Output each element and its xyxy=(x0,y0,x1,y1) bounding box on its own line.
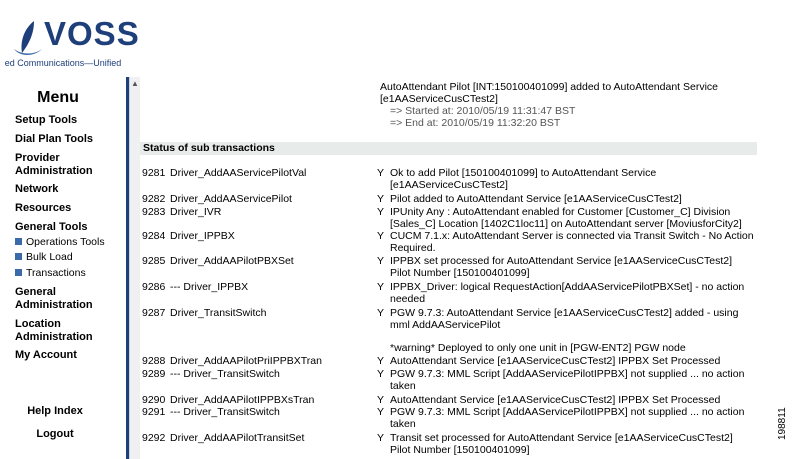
row-name: --- Driver_TransitSwitch xyxy=(170,368,280,380)
voss-logo xyxy=(0,8,140,68)
row-name: Driver_IPPBX xyxy=(170,230,235,242)
row-status: Y xyxy=(377,193,385,205)
menu-title: Menu xyxy=(37,89,79,106)
summary-line: AutoAttendant Pilot [INT:150100401099] added to AutoAttendant Service [e1AAServiceCusCTest2] xyxy=(380,81,718,105)
row-message: PGW 9.7.3: AutoAttendant Service [e1AAServiceCusCTest2] added - using mml AddAAServicePilot xyxy=(390,307,739,331)
row-status: Y xyxy=(377,394,385,406)
row-status: Y xyxy=(377,432,385,444)
row-message: IPPBX_Driver: logical RequestAction[AddAAServicePilotPBXSet] - no action needed xyxy=(390,281,745,305)
nav-setup-tools[interactable]: Setup Tools xyxy=(15,114,78,126)
started-at: => Started at: 2010/05/19 11:31:47 BST xyxy=(390,105,576,117)
row-status: Y xyxy=(377,406,385,418)
row-message: PGW 9.7.3: MML Script [AddAAServicePilotIPPBX] not supplied ... no action taken xyxy=(390,368,745,392)
row-status: Y xyxy=(377,368,385,380)
row-message: AutoAttendant Service [e1AAServiceCusCTest2] IPPBX Set Processed xyxy=(390,394,721,406)
row-id: 9292 xyxy=(142,432,166,444)
nav-dial-plan-tools[interactable]: Dial Plan Tools xyxy=(15,133,94,145)
nav-resources[interactable]: Resources xyxy=(15,202,72,214)
row-id: 9283 xyxy=(142,206,166,218)
row-message: AutoAttendant Service [e1AAServiceCusCTest2] IPPBX Set Processed xyxy=(390,355,721,367)
row-name: Driver_AddAAServicePilot xyxy=(170,193,292,205)
ended-at: => End at: 2010/05/19 11:32:20 BST xyxy=(390,117,561,129)
sail-logo-icon xyxy=(14,19,42,57)
nav-my-account[interactable]: My Account xyxy=(15,349,77,361)
nav-general-tools[interactable]: General Tools xyxy=(15,221,88,233)
row-status: Y xyxy=(377,355,385,367)
row-id: 9285 xyxy=(142,255,166,267)
row-message: Transit set processed for AutoAttendant Service [e1AAServiceCusCTest2] Pilot Number [150100401099] xyxy=(390,432,733,456)
square-bullet-icon xyxy=(15,269,22,276)
nav-bulk-load[interactable] xyxy=(15,251,73,264)
row-id: 9289 xyxy=(142,368,166,380)
figure-number: 198811 xyxy=(777,407,788,440)
row-name: Driver_AddAAPilotTransitSet xyxy=(170,432,305,444)
help-index-link[interactable]: Help Index xyxy=(27,405,83,417)
row-id: 9287 xyxy=(142,307,166,319)
row-id: 9290 xyxy=(142,394,166,406)
sidebar xyxy=(0,0,140,459)
logo-tagline: ed Communications—Unified xyxy=(4,58,122,68)
logout-link[interactable]: Logout xyxy=(36,428,74,440)
nav-location-administration[interactable]: Location Administration xyxy=(15,318,93,343)
row-name: Driver_IVR xyxy=(170,206,222,218)
row-message: CUCM 7.1.x: AutoAttendant Server is connected via Transit Switch - No Action Required. xyxy=(390,230,754,254)
row-id: 9288 xyxy=(142,355,166,367)
nav-provider-administration[interactable]: Provider Administration xyxy=(15,152,93,177)
row-name: Driver_AddAAServicePilotVal xyxy=(170,167,307,179)
row-name: --- Driver_IPPBX xyxy=(170,281,249,293)
row-name: Driver_AddAAPilotPBXSet xyxy=(170,255,294,267)
row-id: 9286 xyxy=(142,281,166,293)
row-name: Driver_AddAAPilotIPPBXsTran xyxy=(170,394,315,406)
row-message: PGW 9.7.3: MML Script [AddAAServicePilotIPPBX] not supplied ... no action taken xyxy=(390,406,745,430)
nav-bulk-load-label: Bulk Load xyxy=(26,251,73,263)
row-name: Driver_AddAAPilotPriIPPBXTran xyxy=(170,355,322,367)
row-id: 9281 xyxy=(142,167,166,179)
row-status: Y xyxy=(377,230,385,242)
nav-transactions[interactable] xyxy=(15,267,86,280)
nav-general-administration[interactable]: General Administration xyxy=(15,286,93,311)
row-name: --- Driver_TransitSwitch xyxy=(170,406,280,418)
row-message: IPUnity Any : AutoAttendant enabled for Customer [Customer_C] Division [Sales_C] Location [1402C1loc11] on AutoAttendant server [MoviusforCity2] xyxy=(390,206,742,230)
row-id: 9282 xyxy=(142,193,166,205)
square-bullet-icon xyxy=(15,238,22,245)
row-status: Y xyxy=(377,281,385,293)
row-status: Y xyxy=(377,167,385,179)
section-header: Status of sub transactions xyxy=(140,142,757,155)
scroll-up-arrow-icon[interactable]: ▲ xyxy=(131,79,139,88)
vertical-scrollbar[interactable] xyxy=(129,77,140,459)
row-message: IPPBX set processed for AutoAttendant Service [e1AAServiceCusCTest2] Pilot Number [150100401099] xyxy=(390,255,733,279)
row-id: 9284 xyxy=(142,230,166,242)
row-id: 9291 xyxy=(142,406,166,418)
nav-network[interactable]: Network xyxy=(15,183,59,195)
logo-wordmark: VOSS xyxy=(44,15,140,52)
warning-note: *warning* Deployed to only one unit in [PGW-ENT2] PGW node xyxy=(390,342,686,354)
nav-operations-tools[interactable] xyxy=(15,236,105,249)
row-status: Y xyxy=(377,255,385,267)
nav-transactions-label: Transactions xyxy=(26,267,86,279)
transaction-summary xyxy=(380,81,750,129)
row-message: Ok to add Pilot [150100401099] to AutoAttendant Service [e1AAServiceCusCTest2] xyxy=(390,167,657,191)
row-message: Pilot added to AutoAttendant Service [e1AAServiceCusCTest2] xyxy=(390,193,682,205)
row-name: Driver_TransitSwitch xyxy=(170,307,267,319)
row-status: Y xyxy=(377,206,385,218)
main-content xyxy=(140,77,780,459)
nav-operations-tools-label: Operations Tools xyxy=(26,236,105,248)
row-status: Y xyxy=(377,307,385,319)
square-bullet-icon xyxy=(15,253,22,260)
